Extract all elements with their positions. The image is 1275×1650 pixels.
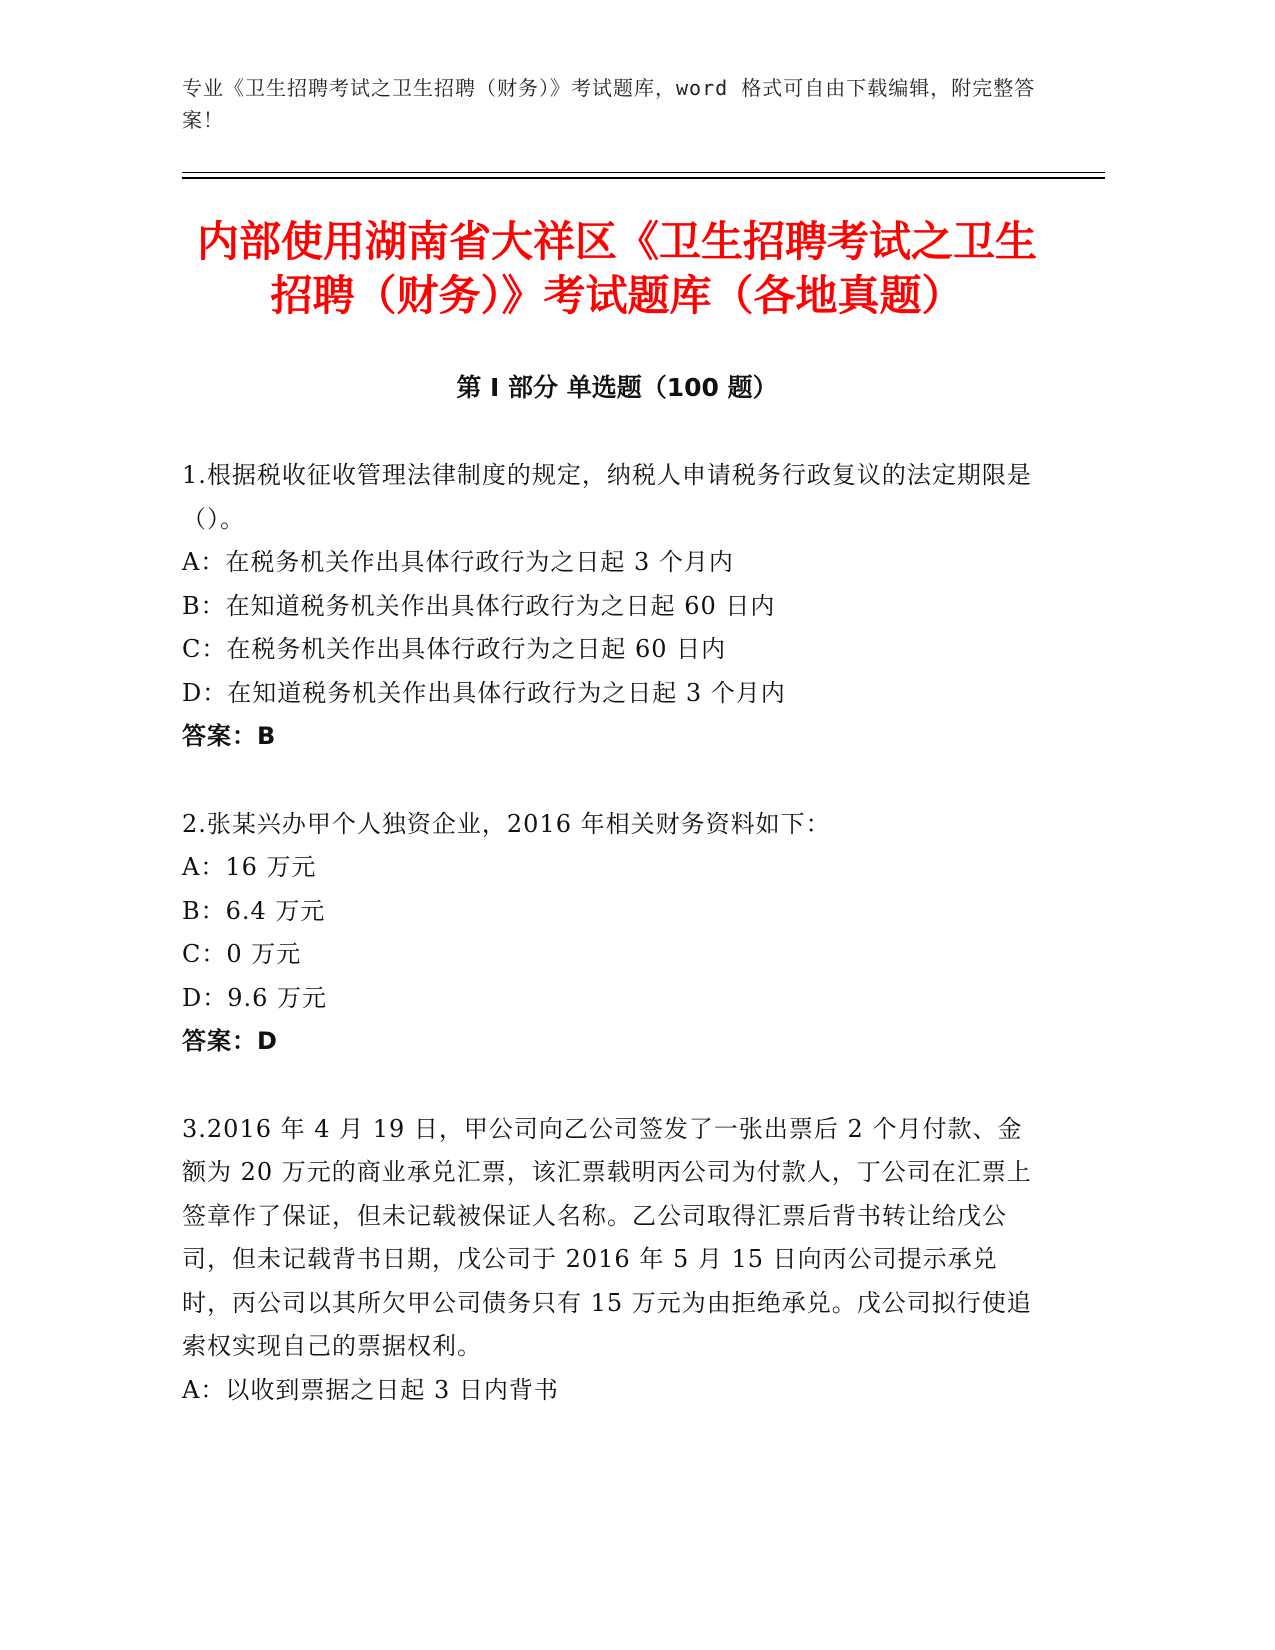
option-c: C：0 万元 [182, 940, 302, 968]
option-b: B：6.4 万元 [182, 896, 326, 925]
header-divider-thick [182, 177, 1105, 179]
answer: 答案：B [182, 722, 277, 750]
question-2 [182, 803, 1032, 1064]
option-b: B：在知道税务机关作出具体行政行为之日起 60 日内 [182, 591, 776, 620]
question-1 [182, 454, 1032, 759]
document-title: 内部使用湖南省大祥区《卫生招聘考试之卫生招聘（财务）》考试题库（各地真题） [196, 217, 1037, 320]
option-c: C：在税务机关作出具体行政行为之日起 60 日内 [182, 635, 727, 663]
option-a: A：16 万元 [182, 853, 317, 881]
question-list [182, 454, 1032, 1456]
option-a: A：在税务机关作出具体行政行为之日起 3 个月内 [182, 548, 734, 576]
header-note: 专业《卫生招聘考试之卫生招聘（财务）》考试题库，word 格式可自由下载编辑，附完整答案！ [182, 76, 1036, 132]
question-stem: 3.2016 年 4 月 19 日，甲公司向乙公司签发了一张出票后 2 个月付款、金额为 20 万元的商业承兑汇票，该汇票载明丙公司为付款人，丁公司在汇票上签章作了保证，但未记载被保证人名称。乙公司取得汇票后背书转让给戊公司，但未记载背书日期，戊公司于 2016 年 5 月 15 日向丙公司提示承兑时，丙公司以其所欠甲公司债务只有 15 万元为由拒绝承兑。戊公司拟行使追索权实现自己的票据权利。 [182, 1114, 1032, 1360]
question-3 [182, 1108, 1032, 1413]
section-heading: 第 I 部分 单选题（100 题） [456, 373, 778, 402]
option-a: A：以收到票据之日起 3 日内背书 [182, 1375, 559, 1404]
answer: 答案：D [182, 1027, 278, 1055]
question-stem: 1.根据税收征收管理法律制度的规定，纳税人申请税务行政复议的法定期限是（）。 [182, 461, 1032, 533]
header-divider-thin [182, 172, 1105, 173]
question-stem: 2.张某兴办甲个人独资企业，2016 年相关财务资料如下： [182, 809, 831, 838]
option-d: D：在知道税务机关作出具体行政行为之日起 3 个月内 [182, 678, 786, 707]
option-d: D：9.6 万元 [182, 983, 328, 1012]
